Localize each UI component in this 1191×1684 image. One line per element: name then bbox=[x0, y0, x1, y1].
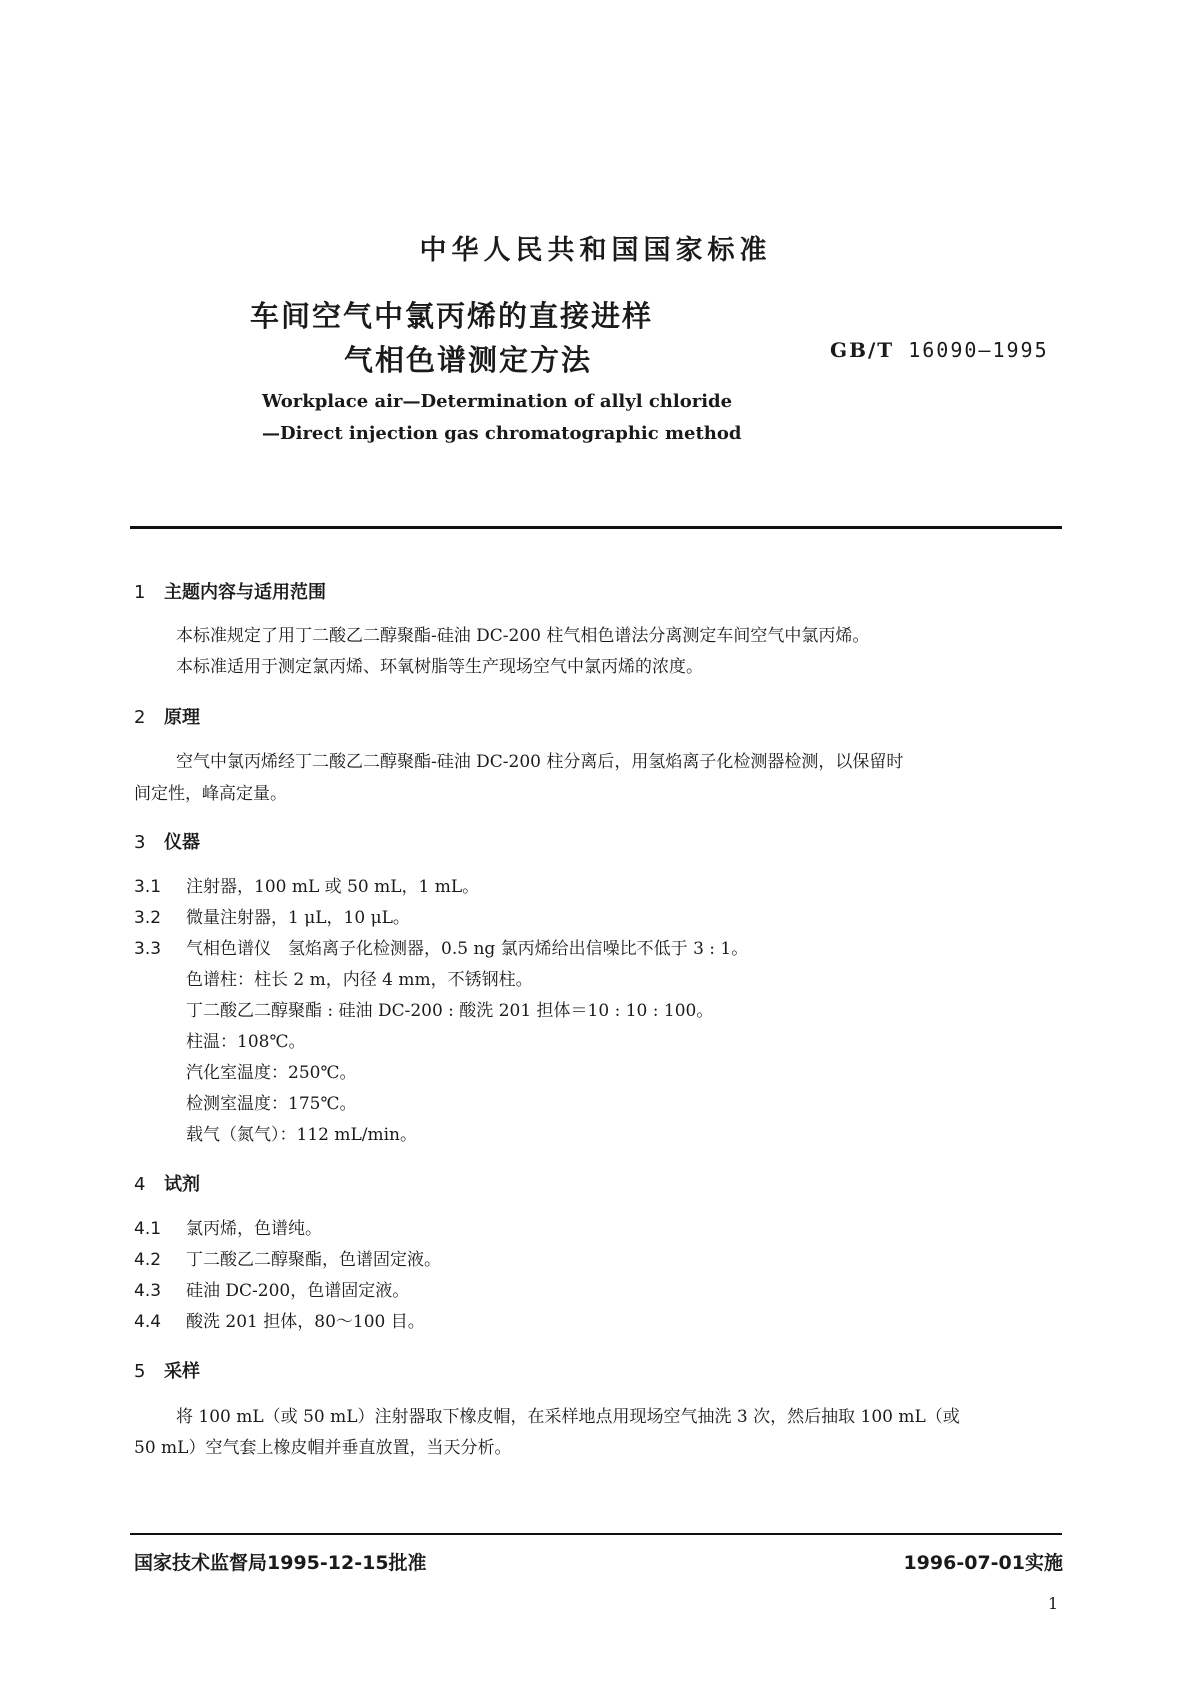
item-text: 氯丙烯，色谱纯。 bbox=[186, 1219, 322, 1239]
section-5-number: 5 bbox=[134, 1361, 146, 1382]
item-number: 4.2 bbox=[134, 1250, 162, 1270]
item-text: 气相色谱仪 氢焰离子化检测器，0.5 ng 氯丙烯给出信噪比不低于 3 : 1。 bbox=[186, 939, 749, 959]
section-1-number: 1 bbox=[134, 582, 146, 603]
item-text: 硅油 DC-200，色谱固定液。 bbox=[186, 1281, 410, 1301]
title-cn-line2: 气相色谱测定方法 bbox=[344, 343, 593, 377]
item-text: 微量注射器，1 μL，10 μL。 bbox=[186, 908, 410, 928]
item-text: 酸洗 201 担体，80～100 目。 bbox=[186, 1312, 425, 1332]
detector-temperature: 检测室温度：175℃。 bbox=[186, 1094, 357, 1114]
list-item bbox=[134, 1307, 425, 1332]
item-text: 丁二酸乙二醇聚酯，色谱固定液。 bbox=[186, 1250, 441, 1270]
item-number: 3.1 bbox=[134, 877, 162, 897]
section-1-paragraph-2: 本标准适用于测定氯丙烯、环氧树脂等生产现场空气中氯丙烯的浓度。 bbox=[176, 657, 703, 677]
section-3-number: 3 bbox=[134, 832, 146, 853]
list-item bbox=[134, 1276, 409, 1301]
stationary-phase-ratio: 丁二酸乙二醇聚酯 : 硅油 DC-200 : 酸洗 201 担体＝10 : 10 : 100。 bbox=[186, 1001, 714, 1021]
list-item bbox=[134, 872, 479, 897]
carrier-gas: 载气（氮气）：112 mL/min。 bbox=[186, 1125, 417, 1145]
list-item bbox=[134, 1214, 322, 1239]
section-5-paragraph-cont: 50 mL）空气套上橡皮帽并垂直放置，当天分析。 bbox=[134, 1438, 512, 1458]
list-item bbox=[134, 934, 748, 959]
section-4-heading bbox=[134, 1170, 200, 1196]
page-number: 1 bbox=[1048, 1594, 1059, 1613]
standard-name: 中华人民共和国国家标准 bbox=[419, 235, 772, 266]
standard-code bbox=[830, 338, 1049, 362]
section-5-title: 采样 bbox=[164, 1361, 200, 1382]
vaporizer-temperature: 汽化室温度：250℃。 bbox=[186, 1063, 357, 1083]
footer-divider bbox=[130, 1533, 1062, 1535]
section-2-title: 原理 bbox=[164, 707, 200, 728]
section-2-number: 2 bbox=[134, 707, 146, 728]
standard-code-prefix: GB/T bbox=[830, 338, 895, 362]
section-3-heading bbox=[134, 828, 200, 854]
section-1-heading bbox=[134, 578, 326, 604]
list-item bbox=[134, 1245, 441, 1270]
title-en-line2: —Direct injection gas chromatographic method bbox=[262, 423, 742, 444]
item-number: 4.1 bbox=[134, 1219, 162, 1239]
column-temperature: 柱温：108℃。 bbox=[186, 1032, 306, 1052]
section-5-heading bbox=[134, 1357, 200, 1383]
item-number: 3.2 bbox=[134, 908, 162, 928]
section-1-paragraph-1: 本标准规定了用丁二酸乙二醇聚酯-硅油 DC-200 柱气相色谱法分离测定车间空气中氯丙烯。 bbox=[176, 626, 870, 646]
section-1-title: 主题内容与适用范围 bbox=[164, 582, 326, 603]
section-5-paragraph: 将 100 mL（或 50 mL）注射器取下橡皮帽，在采样地点用现场空气抽洗 3 次，然后抽取 100 mL（或 bbox=[176, 1407, 960, 1427]
standard-code-number: 16090—1995 bbox=[908, 338, 1049, 362]
item-number: 4.3 bbox=[134, 1281, 162, 1301]
section-4-number: 4 bbox=[134, 1174, 146, 1195]
section-3-title: 仪器 bbox=[164, 832, 200, 853]
title-cn-line1: 车间空气中氯丙烯的直接进样 bbox=[250, 299, 654, 333]
section-4-title: 试剂 bbox=[164, 1174, 200, 1195]
section-2-paragraph-cont: 间定性，峰高定量。 bbox=[134, 784, 287, 804]
item-text: 注射器，100 mL 或 50 mL，1 mL。 bbox=[186, 877, 480, 897]
column-detail: 色谱柱：柱长 2 m，内径 4 mm，不锈钢柱。 bbox=[186, 970, 533, 990]
effective-date: 1996-07-01实施 bbox=[903, 1552, 1063, 1574]
item-number: 4.4 bbox=[134, 1312, 162, 1332]
approval-line: 国家技术监督局1995-12-15批准 bbox=[134, 1552, 427, 1574]
section-2-paragraph: 空气中氯丙烯经丁二酸乙二醇聚酯-硅油 DC-200 柱分离后，用氢焰离子化检测器检测，以保留时 bbox=[176, 752, 904, 772]
section-2-heading bbox=[134, 703, 200, 729]
item-number: 3.3 bbox=[134, 939, 162, 959]
title-en-line1: Workplace air—Determination of allyl chloride bbox=[262, 391, 733, 412]
header-divider bbox=[130, 526, 1062, 529]
list-item bbox=[134, 903, 410, 928]
